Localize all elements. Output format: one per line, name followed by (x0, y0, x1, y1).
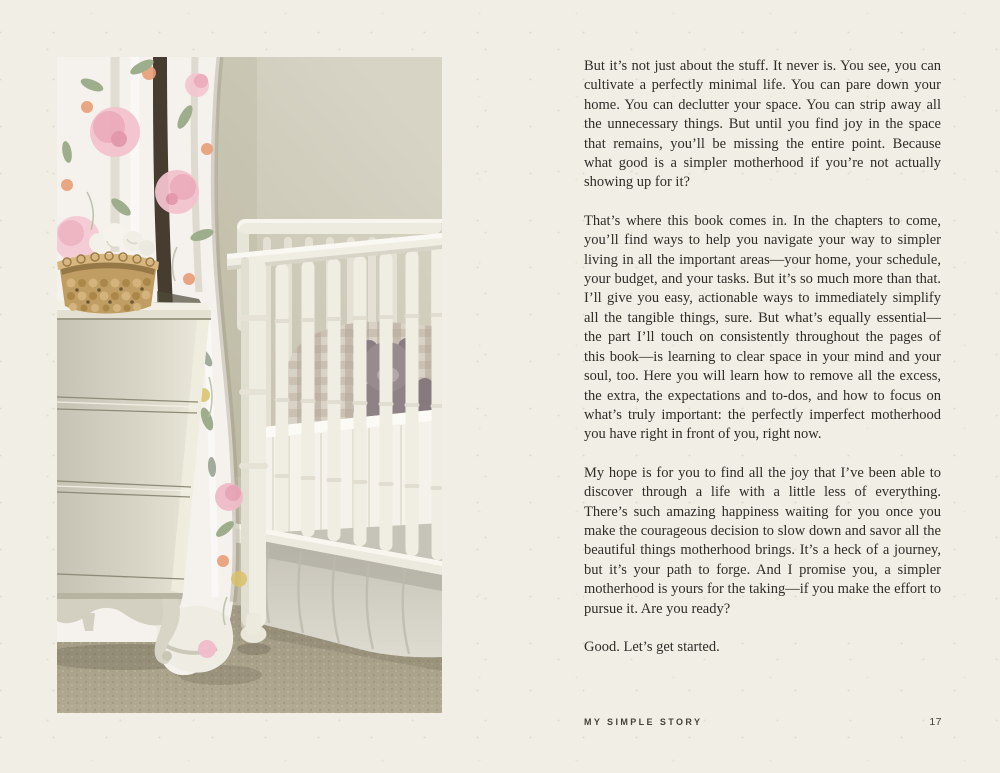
basket (57, 252, 159, 314)
paragraph-2: That’s where this book comes in. In the chapters to come, you’ll find ways to help you navigate your way to simpler living in all the important areas—your home, your schedule, your budget, and your tasks. But it’s so much more than that. I’ll give you easy, actionable ways to immediately simplify all the tangible things, sure. But what’s equally essential—the part I’ll touch on consistently throughout the pages of this book—is learning to clear space in your mind and your soul, too. Here you will learn how to remove all the excess, the extra, the expectations and to-dos, and how to focus on what’s truly important: the perfectly imperfect motherhood you have right in front of you, right now. (584, 212, 941, 443)
nursery-photo (57, 57, 442, 713)
body-text (584, 57, 941, 657)
page-footer (584, 716, 942, 728)
page-number: 17 (929, 716, 942, 728)
paragraph-4: Good. Let’s get started. (584, 638, 720, 655)
paragraph-3: My hope is for you to find all the joy that I’ve been able to discover through a life with a little less of everything. There’s such amazing happiness waiting for you once you make the courageous decision to slow down and savor all the beautiful things motherhood brings. It’s a heck of a journey, but it’s your path to forge. And I promise you, a simpler motherhood is yours for the taking—if you make the effort to pursue it. Are you ready? (584, 464, 941, 617)
running-head: MY SIMPLE STORY (584, 717, 703, 727)
paragraph-1: But it’s not just about the stuff. It never is. You see, you can cultivate a perfectly minimal life. You can pare down your home. You can declutter your space. You can strip away all the unnecessary things. But until you find joy in the space that remains, you’ll be missing the entire point. Because what good is a simpler motherhood if you’re not actually showing up for it? (584, 58, 941, 191)
crib (227, 219, 442, 657)
